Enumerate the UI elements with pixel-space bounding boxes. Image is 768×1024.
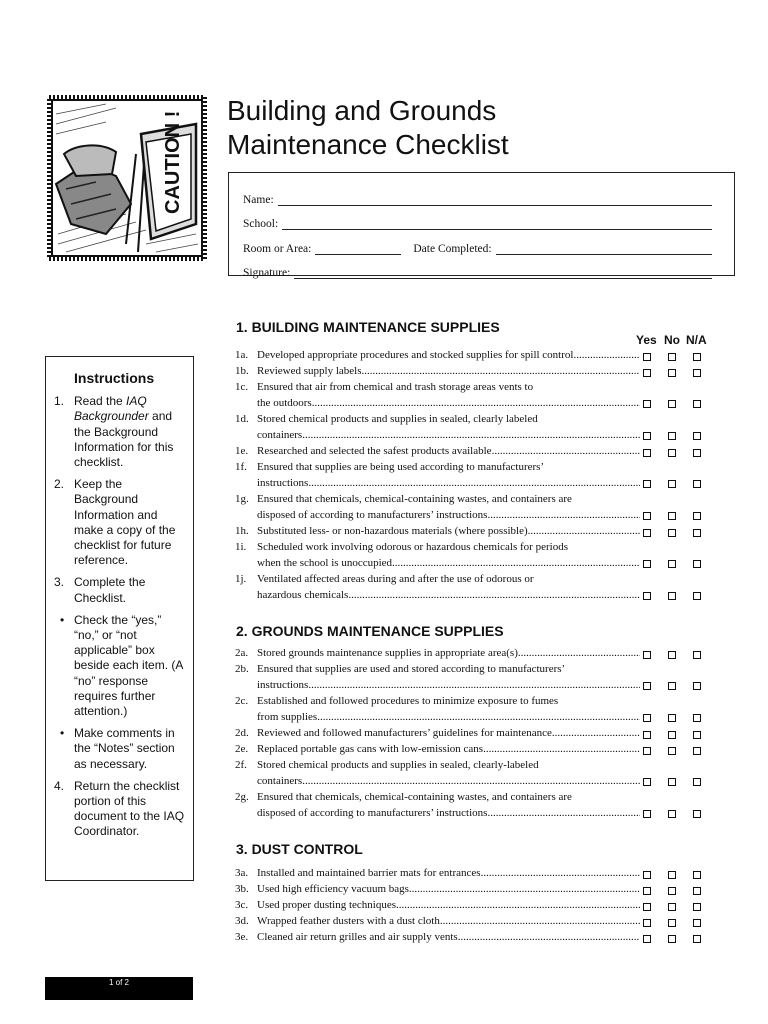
item-text: Wrapped feather dusters with a dust cloth: [257, 915, 440, 927]
checkbox-no[interactable]: [668, 871, 676, 879]
checklist-item: [235, 646, 713, 662]
checkbox-no[interactable]: [668, 529, 676, 537]
dot-leader: [396, 898, 640, 914]
checkbox-na[interactable]: [693, 778, 701, 786]
instruction-step: 3. Complete the Checklist.: [54, 575, 146, 605]
checklist-item: [235, 758, 713, 789]
checkbox-no[interactable]: [668, 480, 676, 488]
checkbox-yes[interactable]: [643, 871, 651, 879]
item-text: instructions: [257, 476, 309, 489]
checkbox-yes[interactable]: [643, 903, 651, 911]
item-text: Replaced portable gas cans with low-emission cans: [257, 743, 484, 755]
item-text: containers: [257, 774, 303, 787]
instruction-step: 2. Keep the Background Information and make a copy of the checklist for future reference.: [54, 477, 176, 568]
checklist-item: [235, 662, 713, 693]
checkbox-yes[interactable]: [643, 651, 651, 659]
instruction-bullet: • Check the “yes,” “no,” or “not applicable” box beside each item. (A “no” response requires further attention.): [60, 612, 183, 719]
checkbox-na[interactable]: [693, 480, 701, 488]
checkbox-yes[interactable]: [643, 560, 651, 568]
checkbox-yes[interactable]: [643, 449, 651, 457]
checkbox-yes[interactable]: [643, 369, 651, 377]
checkbox-no[interactable]: [668, 560, 676, 568]
checkbox-no[interactable]: [668, 353, 676, 361]
signature-label: Signature:: [243, 267, 291, 279]
checkbox-no[interactable]: [668, 512, 676, 520]
dot-leader: [312, 396, 640, 412]
date-label: Date Completed:: [413, 242, 492, 255]
checkbox-na[interactable]: [693, 432, 701, 440]
checkbox-yes[interactable]: [643, 810, 651, 818]
checklist-item: [235, 742, 713, 758]
title-line-2: Maintenance Checklist: [227, 129, 509, 160]
checkbox-na[interactable]: [693, 592, 701, 600]
item-text: Stored chemical products and supplies in sealed, clearly labeled: [257, 413, 538, 425]
room-field[interactable]: [315, 241, 401, 255]
checkbox-no[interactable]: [668, 919, 676, 927]
item-text: Stored grounds maintenance supplies in appropriate area(s): [257, 647, 518, 659]
caution-sign-text: CAUTION !: [162, 110, 184, 214]
section-heading-building-supplies: 1. BUILDING MAINTENANCE SUPPLIES: [236, 319, 500, 335]
item-text: Stored chemical products and supplies in sealed, clearly-labeled: [257, 759, 539, 771]
checklist-item: [235, 444, 713, 460]
instruction-bullet: • Make comments in the “Notes” section as necessary.: [60, 726, 175, 771]
info-form: [228, 172, 735, 279]
item-text: containers: [257, 428, 303, 441]
item-code: 2g.: [235, 791, 249, 803]
item-text: Reviewed supply labels: [257, 365, 362, 377]
item-text: Established and followed procedures to minimize exposure to fumes: [257, 695, 559, 707]
checkbox-yes[interactable]: [643, 731, 651, 739]
instruction-step: 1. Read the IAQ Backgrounder and the Background Information for this checklist.: [54, 394, 174, 470]
checklist-item: [235, 790, 713, 821]
item-text: from supplies: [257, 710, 318, 723]
checkbox-na[interactable]: [693, 887, 701, 895]
checkbox-yes[interactable]: [643, 747, 651, 755]
item-text: Cleaned air return grilles and air supply vents: [257, 931, 458, 943]
checkbox-yes[interactable]: [643, 778, 651, 786]
checklist-item: [235, 460, 713, 491]
item-code: 2e.: [235, 743, 249, 755]
item-text: Substituted less- or non-hazardous materials (where possible): [257, 525, 528, 537]
item-text: Used proper dusting techniques: [257, 899, 396, 911]
caution-sign-logo: [46, 94, 208, 262]
checkbox-no[interactable]: [668, 449, 676, 457]
item-code: 1f.: [235, 461, 247, 473]
item-text: Developed appropriate procedures and stocked supplies for spill control: [257, 349, 574, 361]
name-label: Name:: [243, 193, 274, 206]
item-code: 1b.: [235, 365, 249, 377]
item-text: Reviewed and followed manufacturers’ guidelines for maintenance: [257, 727, 552, 739]
checkbox-na[interactable]: [693, 682, 701, 690]
item-code: 2c.: [235, 695, 249, 707]
item-text: Ensured that chemicals, chemical-containing wastes, and containers are: [257, 493, 572, 505]
checkbox-na[interactable]: [693, 810, 701, 818]
dot-leader: [518, 646, 640, 662]
item-text: when the school is unoccupied: [257, 556, 393, 569]
instructions-heading: Instructions: [74, 370, 155, 386]
item-code: 1c.: [235, 381, 249, 393]
item-text: Ensured that supplies are used and stored according to manufacturers’: [257, 663, 566, 675]
item-code: 1a.: [235, 349, 249, 361]
item-code: 2d.: [235, 727, 249, 739]
checkbox-na[interactable]: [693, 400, 701, 408]
item-text: hazardous chemicals: [257, 588, 349, 601]
page-number: 1 of 2: [108, 978, 129, 987]
checkbox-no[interactable]: [668, 935, 676, 943]
item-text: disposed of according to manufacturers’ instructions: [257, 508, 488, 521]
checklist-item: [235, 898, 713, 914]
dot-leader: [481, 866, 640, 882]
dot-leader: [392, 556, 640, 572]
room-label: Room or Area:: [243, 242, 312, 255]
checkbox-na[interactable]: [693, 651, 701, 659]
page-title: [227, 94, 509, 162]
dot-leader: [487, 806, 640, 822]
dot-leader: [528, 524, 640, 540]
checkbox-na[interactable]: [693, 903, 701, 911]
checkbox-no[interactable]: [668, 651, 676, 659]
dot-leader: [361, 364, 640, 380]
item-code: 2b.: [235, 663, 249, 675]
checkbox-yes[interactable]: [643, 432, 651, 440]
item-code: 3b.: [235, 883, 249, 895]
item-code: 1g.: [235, 493, 249, 505]
item-code: 3e.: [235, 931, 249, 943]
item-code: 3d.: [235, 915, 249, 927]
checkbox-yes[interactable]: [643, 353, 651, 361]
checkbox-yes[interactable]: [643, 682, 651, 690]
item-text: instructions: [257, 678, 309, 691]
checkbox-yes[interactable]: [643, 400, 651, 408]
dot-leader: [308, 476, 640, 492]
caution-sign-illustration: [46, 94, 208, 262]
item-text: disposed of according to manufacturers’ instructions: [257, 806, 488, 819]
checkbox-yes[interactable]: [643, 935, 651, 943]
item-text: Installed and maintained barrier mats for entrances: [257, 867, 481, 879]
dot-leader: [573, 348, 640, 364]
checkbox-na[interactable]: [693, 449, 701, 457]
checklist-item: [235, 348, 713, 364]
column-yes: Yes: [636, 333, 657, 347]
checkbox-na[interactable]: [693, 512, 701, 520]
signature-field[interactable]: [294, 265, 712, 279]
dot-leader: [302, 428, 640, 444]
checklist-item: [235, 540, 713, 571]
checkbox-na[interactable]: [693, 560, 701, 568]
checklist-item: [235, 694, 713, 725]
checkbox-yes[interactable]: [643, 714, 651, 722]
column-no: No: [664, 333, 680, 347]
section-heading-grounds-supplies: 2. GROUNDS MAINTENANCE SUPPLIES: [236, 623, 504, 639]
checklist-item: [235, 930, 713, 946]
dot-leader: [483, 742, 640, 758]
item-code: 1d.: [235, 413, 249, 425]
checklist-item: [235, 726, 713, 742]
checkbox-yes[interactable]: [643, 592, 651, 600]
checkbox-na[interactable]: [693, 871, 701, 879]
checklist-item: [235, 364, 713, 380]
title-line-1: Building and Grounds: [227, 95, 497, 126]
dot-leader: [487, 508, 640, 524]
name-field[interactable]: [278, 192, 712, 206]
checkbox-na[interactable]: [693, 353, 701, 361]
checkbox-yes[interactable]: [643, 529, 651, 537]
instructions-panel: [45, 356, 194, 881]
item-code: 1h.: [235, 525, 249, 537]
item-code: 1e.: [235, 445, 249, 457]
checklist-item: [235, 412, 713, 443]
checkbox-na[interactable]: [693, 935, 701, 943]
checklist-item: [235, 914, 713, 930]
checklist-item: [235, 882, 713, 898]
checkbox-no[interactable]: [668, 369, 676, 377]
dot-leader: [552, 726, 640, 742]
dot-leader: [348, 588, 640, 604]
dot-leader: [492, 444, 640, 460]
checkbox-no[interactable]: [668, 432, 676, 440]
checkbox-no[interactable]: [668, 714, 676, 722]
item-text: Researched and selected the safest products available: [257, 445, 492, 457]
item-code: 1j.: [235, 573, 247, 585]
column-na: N/A: [686, 333, 707, 347]
dot-leader: [308, 678, 640, 694]
dot-leader: [409, 882, 640, 898]
checkbox-no[interactable]: [668, 903, 676, 911]
item-text: Used high efficiency vacuum bags: [257, 883, 409, 895]
checkbox-yes[interactable]: [643, 887, 651, 895]
checkbox-na[interactable]: [693, 731, 701, 739]
checkbox-no[interactable]: [668, 747, 676, 755]
school-field[interactable]: [282, 216, 712, 230]
item-text: Ensured that chemicals, chemical-containing wastes, and containers are: [257, 791, 572, 803]
checkbox-no[interactable]: [668, 592, 676, 600]
checkbox-na[interactable]: [693, 529, 701, 537]
item-text: Scheduled work involving odorous or hazardous chemicals for periods: [257, 541, 568, 553]
checkbox-na[interactable]: [693, 919, 701, 927]
item-code: 1i.: [235, 541, 247, 553]
checkbox-yes[interactable]: [643, 512, 651, 520]
item-text: Ventilated affected areas during and after the use of odorous or: [257, 573, 534, 585]
dot-leader: [302, 774, 640, 790]
dot-leader: [440, 914, 640, 930]
checkbox-no[interactable]: [668, 887, 676, 895]
checklist-item: [235, 866, 713, 882]
item-code: 2a.: [235, 647, 249, 659]
checkbox-yes[interactable]: [643, 919, 651, 927]
checkbox-no[interactable]: [668, 778, 676, 786]
checkbox-yes[interactable]: [643, 480, 651, 488]
dot-leader: [317, 710, 640, 726]
school-label: School:: [243, 218, 279, 230]
item-text: Ensured that supplies are being used according to manufacturers’: [257, 461, 545, 473]
date-field[interactable]: [496, 241, 712, 255]
checkbox-na[interactable]: [693, 747, 701, 755]
section-heading-dust-control: 3. DUST CONTROL: [236, 841, 363, 857]
instruction-step: 4. Return the checklist portion of this document to the IAQ Coordinator.: [54, 778, 185, 839]
checklist-item: [235, 492, 713, 523]
item-code: 2f.: [235, 759, 247, 771]
item-text: Ensured that air from chemical and trash storage areas vents to: [257, 381, 534, 393]
page-footer: [45, 977, 193, 1000]
item-text: the outdoors: [257, 396, 312, 409]
checkbox-no[interactable]: [668, 682, 676, 690]
checklist-item: [235, 572, 713, 603]
item-code: 3c.: [235, 899, 249, 911]
checkbox-no[interactable]: [668, 731, 676, 739]
checkbox-na[interactable]: [693, 714, 701, 722]
checklist-item: [235, 380, 713, 411]
checkbox-na[interactable]: [693, 369, 701, 377]
dot-leader: [458, 930, 640, 946]
item-code: 3a.: [235, 867, 249, 879]
checklist-item: [235, 524, 713, 540]
checkbox-no[interactable]: [668, 810, 676, 818]
checkbox-no[interactable]: [668, 400, 676, 408]
